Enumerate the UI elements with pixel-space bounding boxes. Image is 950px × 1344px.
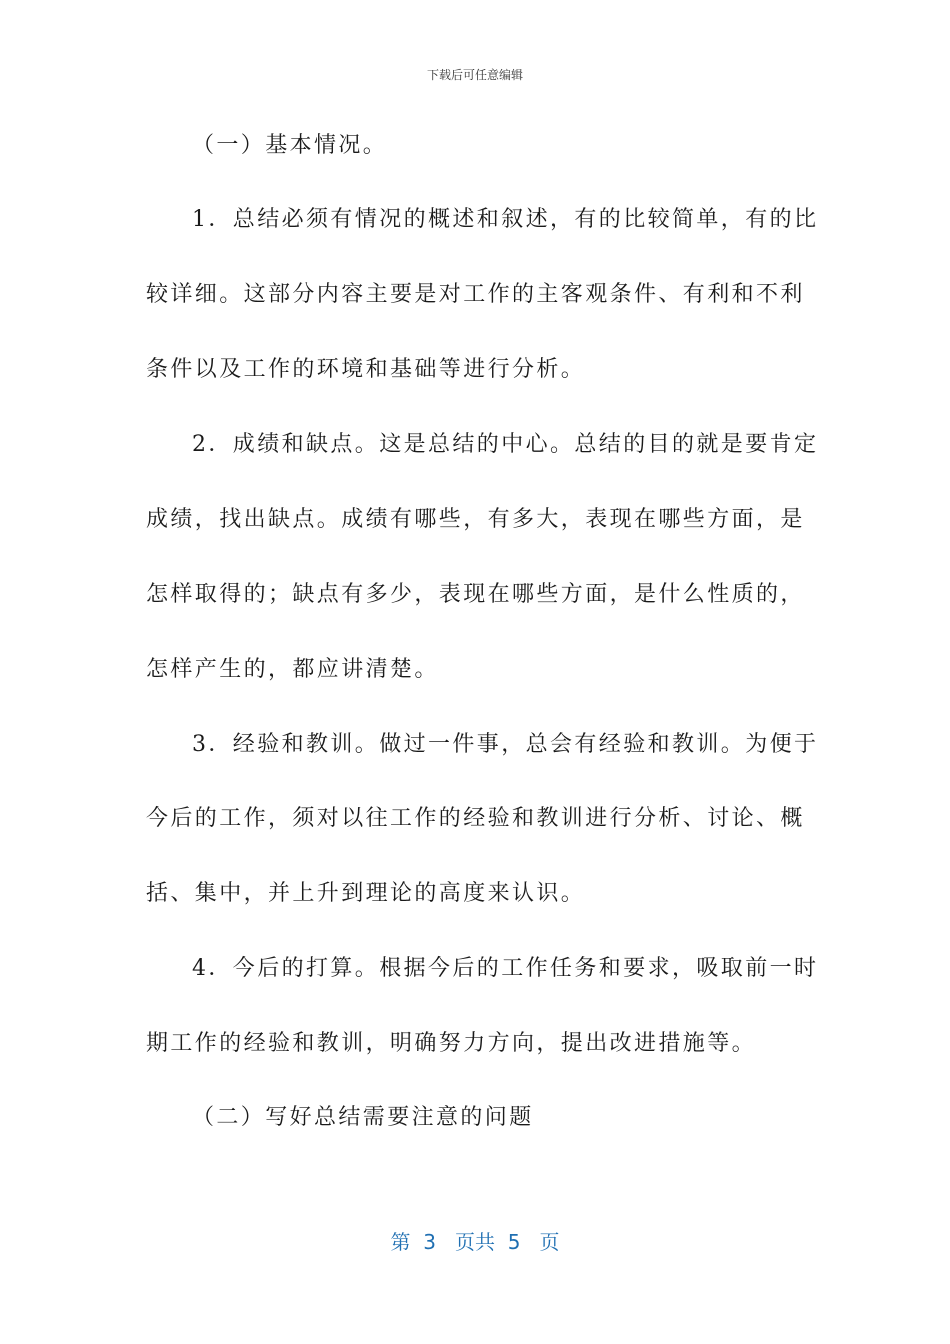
paragraph-line: 3．经验和教训。做过一件事，总会有经验和教训。为便于 bbox=[192, 732, 819, 757]
paragraph-line: 成绩，找出缺点。成绩有哪些，有多大，表现在哪些方面，是 bbox=[146, 507, 805, 532]
section-heading-2: （二）写好总结需要注意的问题 bbox=[192, 1105, 534, 1130]
section-heading-1: （一）基本情况。 bbox=[192, 133, 388, 158]
paragraph-line: 4．今后的打算。根据今后的工作任务和要求，吸取前一时 bbox=[192, 956, 819, 981]
page-number-footer: 第 3 页共 5 页 bbox=[390, 1230, 560, 1254]
paragraph-line: 2．成绩和缺点。这是总结的中心。总结的目的就是要肯定 bbox=[192, 432, 819, 457]
paragraph-line: 括、集中，并上升到理论的高度来认识。 bbox=[146, 881, 586, 906]
paragraph-line: 今后的工作，须对以往工作的经验和教训进行分析、讨论、概 bbox=[146, 806, 805, 831]
paragraph-line: 条件以及工作的环境和基础等进行分析。 bbox=[146, 357, 586, 382]
paragraph-line: 期工作的经验和教训，明确努力方向，提出改进措施等。 bbox=[146, 1031, 757, 1056]
paragraph-line: 怎样产生的，都应讲清楚。 bbox=[146, 657, 439, 682]
paragraph-line: 怎样取得的；缺点有多少，表现在哪些方面，是什么性质的， bbox=[146, 582, 805, 607]
paragraph-line: 1．总结必须有情况的概述和叙述，有的比较简单，有的比 bbox=[192, 207, 819, 232]
paragraph-line: 较详细。这部分内容主要是对工作的主客观条件、有利和不利 bbox=[146, 282, 805, 307]
page-header: 下载后可任意编辑 bbox=[426, 68, 523, 82]
